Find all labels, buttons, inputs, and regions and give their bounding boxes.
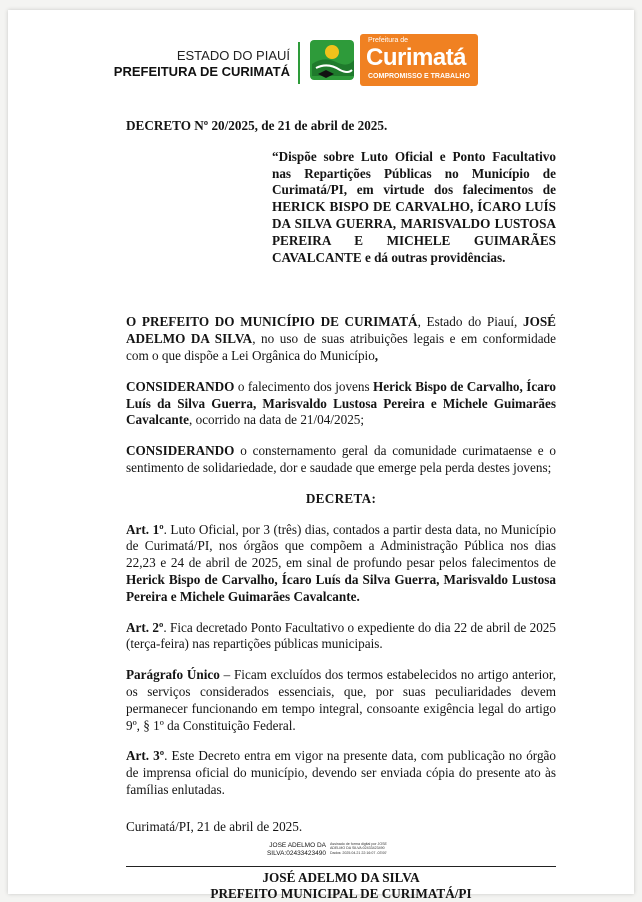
article-1-text: . Luto Oficial, por 3 (três) dias, contados a partir desta data, no Município de Curimatá/PI, nos órgãos que compõem a Administração Pública nos dias 22,23 e 24 de abril de 2025, em sinal de profundo pesar pelos falecimentos de [126, 521, 556, 571]
decree-ementa: “Dispõe sobre Luto Oficial e Ponto Facultativo nas Repartições Públicas no Município de Curimatá/PI, em virtude dos falecimentos de HERICK BISPO DE CARVALHO, ÍCARO LUÍS DA SILVA GUERRA, MARISVALDO LUSTOSA PEREIRA E MICHELE GUIMARÃES CAVALCANTE e dá outras providências. [272, 148, 556, 265]
considerando-2-text: o consternamento geral da comunidade curimataense e o sentimento de solidariedade, dor e saudade que emerge pela perda destes jovens; [126, 443, 556, 475]
article-3-lead: Art. 3º [126, 748, 165, 764]
header-state: ESTADO DO PIAUÍ [176, 48, 290, 63]
paragrafo-unico-lead: Parágrafo Único [126, 667, 220, 683]
logo-motto: COMPROMISSO E TRABALHO [368, 73, 470, 80]
digital-signature-details [330, 842, 418, 856]
article-2-text: . Fica decretado Ponto Facultativo o expediente do dia 22 de abril de 2025 (terça-feira) nas repartições públicas municipais. [126, 619, 556, 652]
preamble-text1: , Estado do Piauí, [417, 314, 523, 330]
considerando-1 [126, 379, 556, 429]
article-1-lead: Art. 1º [126, 521, 164, 537]
paragrafo-unico [126, 667, 556, 734]
digital-signature-detail-3: Dados: 2025.04.21 22:16:07 -03'00' [330, 850, 387, 855]
paragrafo-unico-text: – Ficam excluídos dos termos estabelecidos no artigo anterior, os serviços considerados essenciais, que, por suas peculiaridades devem permanecer funcionando em tempo integral, consoante exigência legal do artigo 9º, § 1º da Constituição Federal. [126, 667, 556, 733]
preamble-comma: , [374, 347, 379, 363]
article-1 [126, 522, 556, 606]
logo-name: Curimatá [366, 44, 467, 71]
signatory-role: PREFEITO MUNICIPAL DE CURIMATÁ/PI [210, 885, 472, 901]
logo-emblem-icon [306, 34, 358, 86]
digital-signature-detail-2: ADELMO DA SILVA:02433423490 [330, 846, 385, 851]
digital-signature-name-line1: JOSE ADELMO DA [269, 841, 326, 849]
decree-body [126, 118, 556, 902]
article-2 [126, 620, 556, 654]
mayor-name: JOSÉ ADELMO DA SILVA [126, 314, 556, 347]
digital-signature [126, 840, 556, 868]
prefecture-logo [306, 34, 478, 86]
digital-signature-name [262, 842, 326, 858]
place-date: Curimatá/PI, 21 de abril de 2025. [126, 818, 303, 834]
header-text [114, 48, 290, 80]
considerando-1-lead: CONSIDERANDO [126, 378, 235, 394]
article-3-text: . Este Decreto entra em vigor na presente data, com publicação no órgão de imprensa oficial do município, devendo ser enviada cópia do presente ato às famílias enlutadas. [126, 748, 557, 797]
digital-signature-detail-1: Assinado de forma digital por JOSE [330, 841, 387, 846]
header-prefecture: PREFEITURA DE CURIMATÁ [113, 64, 290, 79]
considerando-1-text2: , ocorrido na data de 21/04/2025; [189, 412, 365, 428]
preamble-text2: , no uso de suas atribuições legais e em conformidade com o que dispõe a Lei Orgânica do Município [126, 331, 557, 363]
preamble-lead: O PREFEITO DO MUNICÍPIO DE CURIMATÁ [126, 314, 418, 330]
header-divider [298, 42, 300, 84]
decreta-heading: DECRETA: [305, 490, 377, 506]
decree-title: DECRETO Nº 20/2025, de 21 de abril de 2025. [126, 118, 388, 133]
considerando-1-text1: o falecimento dos jovens [234, 378, 374, 394]
article-2-lead: Art. 2º [126, 619, 164, 635]
considerando-2-lead: CONSIDERANDO [126, 443, 235, 459]
logo-wordmark [360, 34, 478, 86]
signatory-name: JOSÉ ADELMO DA SILVA [262, 869, 420, 885]
article-3 [126, 748, 556, 798]
logo-small-text: Prefeitura de [368, 37, 409, 44]
considerando-2 [126, 443, 556, 477]
article-1-names: Herick Bispo de Carvalho, Ícaro Luís da Silva Guerra, Marisvaldo Lustosa Pereira e Michele Guimarães Cavalcante. [126, 571, 556, 604]
digital-signature-name-line2: SILVA:02433423490 [266, 849, 326, 857]
preamble-paragraph [126, 314, 556, 364]
signature-line [126, 866, 556, 867]
document-page [8, 10, 634, 901]
considerando-1-names: Herick Bispo de Carvalho, Ícaro Luís da Silva Guerra, Marisvaldo Lustosa Pereira e Michele Guimarães Cavalcante [126, 378, 557, 428]
